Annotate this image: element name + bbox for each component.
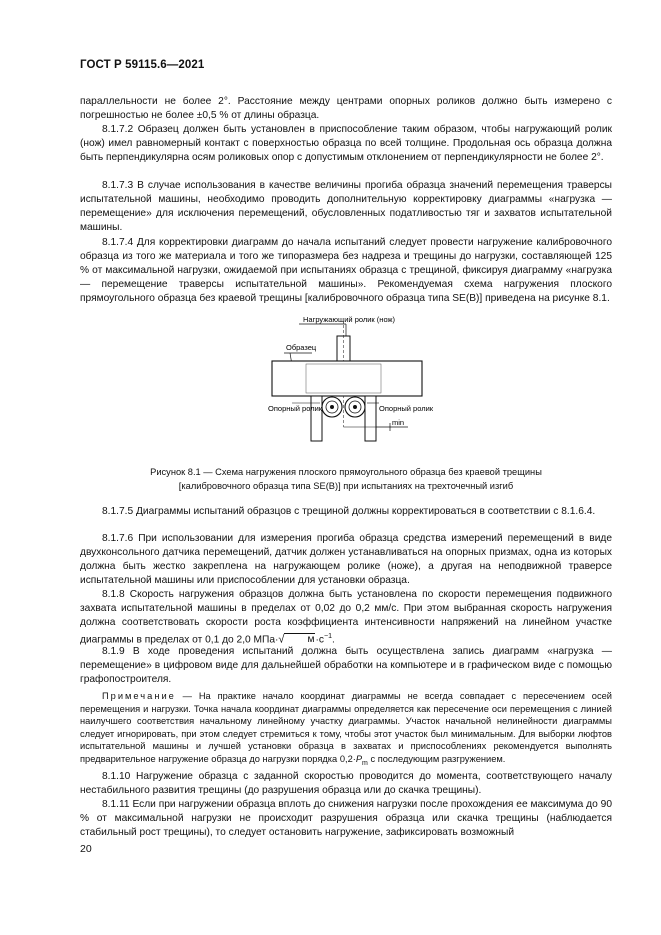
right-roller-center: [353, 405, 357, 409]
paragraph-8-1-7-5: 8.1.7.5 Диаграммы испытаний образцов с трещиной должны корректироваться в соответствии с 8.1.6.4.: [102, 506, 596, 517]
unit-exponent: −1: [323, 633, 332, 640]
note-block: [80, 690, 612, 770]
figure-caption-line-1: Рисунок 8.1 — Схема нагружения плоского прямоугольного образца без краевой трещины: [150, 467, 542, 477]
unit-seconds: ·с: [315, 634, 324, 646]
paragraph-8-1-11: 8.1.11 Если при нагружении образца вплоть до снижения нагрузки после прохождения ее максимума до 90 % от максимальной нагрузки не происходит разрушения образца или скачка трещины (наблюдается стабильный рост трещины), то следует остановить нагружение, зафиксировать возможный: [80, 799, 612, 838]
page-number: 20: [80, 843, 92, 855]
paragraph-8-1-7-4: 8.1.7.4 Для корректировки диаграмм до начала испытаний следует провести нагружение калибровочного образца из того же материала и того же типоразмера без надреза и трещины до нагрузки, составляющей 125 % от максимальной нагрузки, ожидаемой при испытаниях образца с трещиной, фиксируя диаграмму «нагрузка — перемещение траверсы испытательной машины». Рекомендуемая схема нагружения плоского прямоугольного образца без краевой трещины [калибровочного образца типа SE(B)] приведена на рисунке 8.1.: [80, 237, 612, 304]
label-support-roller-right: Опорный ролик: [379, 404, 434, 413]
label-support-roller-left: Опорный ролик: [268, 404, 323, 413]
paragraph-8-1-7-2: 8.1.7.2 Образец должен быть установлен в приспособление таким образом, чтобы нагружающий ролик (нож) имел равномерный контакт с поверхностью образца по всей толщине. Продольная ось образца должна быть перпендикулярна осям роликовых опор с допустимым отклонением от перпендикулярности не более 2°.: [80, 124, 612, 163]
paragraph-8-1-8-end: .: [331, 634, 335, 646]
paragraph-8-1-8-text: 8.1.8 Скорость нагружения образцов должна быть установлена по скорости перемещения подвижного захвата испытательной машины в пределах от 0,02 до 0,2 мм/с. При этом выбранная скорость нагружения должна соответствовать скорости роста коэффициента интенсивности напряжений на линейном участке диаграммы в пределах от 0,1 до 2,0 МПа·: [80, 589, 612, 646]
specimen-body: [272, 361, 422, 396]
paragraph-8-1-10: 8.1.10 Нагружение образца с заданной скоростью проводится до момента, соответствующего началу нестабильного развития трещины (до разрушения образца или до скачка трещины).: [80, 771, 612, 796]
figure-caption-line-2: [калибровочного образца типа SE(B)] при испытаниях на трехточечный изгиб: [178, 481, 514, 491]
paragraph-continuation: параллельности не более 2°. Расстояние между центрами опорных роликов должно быть измерено с погрешностью не более ±0,5 % от длины образца.: [80, 96, 612, 121]
document-header: ГОСТ Р 59115.6—2021: [80, 59, 205, 71]
label-min: min: [392, 418, 405, 427]
note-text: — На практике начало координат диаграммы не всегда совпадает с пересечением осей перемещения и нагрузки. Точка начала координат диаграммы определяется как пересечение оси перемещения с линией наилучшего соответствия начальному линейному участку диаграммы. Участок начальной нелинейности диаграммы следует игнорировать, при этом следует стремиться к тому, чтобы этот участок был минимальным. Для выборки люфтов испытательной машины и лучшей установки образца в захватах и приспособлениях рекомендуется выполнять предварительное нагружение образца до нагрузки порядка 0,2·: [80, 691, 612, 764]
label-loading-roller: Нагружающий ролик (нож): [303, 315, 396, 324]
sqrt-sign: √: [278, 633, 285, 646]
paragraph-8-1-8: [80, 588, 612, 647]
note-pm-sub: m: [362, 759, 368, 767]
paragraph-8-1-9: 8.1.9 В ходе проведения испытаний должна быть осуществлена запись диаграмм «нагрузка — перемещение» в цифровом виде для дальнейшей обработки на компьютере и в графическом виде с помощью графопостроителя.: [80, 646, 612, 685]
note-label: Примечание: [102, 691, 176, 701]
note-pm: P: [355, 753, 363, 764]
left-roller-center: [330, 405, 334, 409]
paragraph-8-1-7-3: 8.1.7.3 В случае использования в качестве величины прогиба образца значений перемещения траверсы испытательной машины, необходимо проводить дополнительную корректировку диаграммы «нагрузка — перемещение» для исключения перемещений, обусловленных податливостью тяг и захватов испытательной машины.: [80, 180, 612, 233]
sqrt-content: м: [284, 633, 315, 645]
note-tail: с последующим разгружением.: [367, 753, 506, 764]
paragraph-8-1-7-6: 8.1.7.6 При использовании для измерения прогиба образца средства измерений перемещений в виде двухконсольного датчика перемещений, датчик должен устанавливаться на опорных призмах, одна из которых должна быть жестко закреплена на нагружающем ролике (ноже), а другая на неподвижной траверсе испытательной машины или приспособлении для установки образца.: [80, 533, 612, 586]
label-specimen: Образец: [286, 343, 317, 352]
figure-8-1-diagram: [262, 311, 442, 451]
